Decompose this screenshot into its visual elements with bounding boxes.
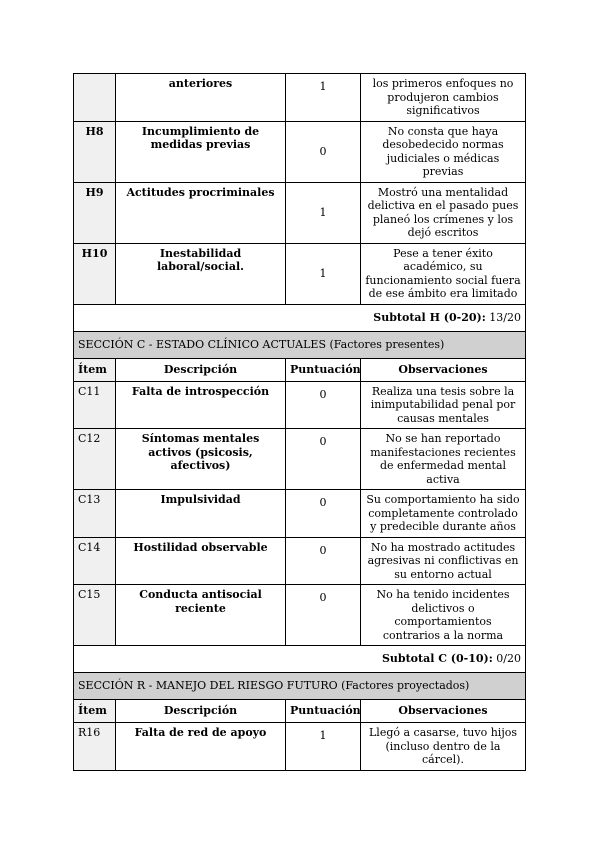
- column-header-item: Ítem: [74, 358, 116, 381]
- item-score: 0: [286, 121, 361, 182]
- item-code: C12: [74, 429, 116, 490]
- item-observations: Su comportamiento ha sido completamente controlado y predecible durante años: [361, 490, 526, 538]
- item-observations: Llegó a casarse, tuvo hijos (incluso dentro de la cárcel).: [361, 723, 526, 771]
- column-header-observations: Observaciones: [361, 700, 526, 723]
- column-header-score: Puntuación: [286, 358, 361, 381]
- column-header-row: [74, 358, 526, 381]
- item-description: Incumplimiento de medidas previas: [116, 121, 286, 182]
- item-code: H8: [74, 121, 116, 182]
- item-description: Actitudes procriminales: [116, 182, 286, 243]
- item-score: 0: [286, 381, 361, 429]
- subtotal-row-c: [74, 646, 526, 673]
- item-description: Falta de red de apoyo: [116, 723, 286, 771]
- table-row: [74, 723, 526, 771]
- item-score: 0: [286, 537, 361, 585]
- item-observations: los primeros enfoques no produjeron cambios significativos: [361, 74, 526, 122]
- table-row: [74, 537, 526, 585]
- item-score: 1: [286, 182, 361, 243]
- subtotal-label: Subtotal C (0-10):: [381, 652, 493, 666]
- subtotal-value: 13/20: [489, 310, 521, 324]
- item-observations: Pese a tener éxito académico, su funcionamiento social fuera de ese ámbito era limitado: [361, 243, 526, 304]
- item-description: Hostilidad observable: [116, 537, 286, 585]
- section-r-title: SECCIÓN R - MANEJO DEL RIESGO FUTURO (Factores proyectados): [74, 673, 526, 700]
- item-observations: Realiza una tesis sobre la inimputabilidad penal por causas mentales: [361, 381, 526, 429]
- item-description: anteriores: [116, 74, 286, 122]
- subtotal-c: [74, 646, 526, 673]
- item-observations: Mostró una mentalidad delictiva en el pasado pues planeó los crímenes y los dejó escritos: [361, 182, 526, 243]
- table-row: [74, 381, 526, 429]
- section-c-title: SECCIÓN C - ESTADO CLÍNICO ACTUALES (Factores presentes): [74, 331, 526, 358]
- item-observations: No consta que haya desobedecido normas judiciales o médicas previas: [361, 121, 526, 182]
- item-score: 0: [286, 585, 361, 646]
- table-row: [74, 585, 526, 646]
- column-header-row: [74, 700, 526, 723]
- table-row: [74, 121, 526, 182]
- item-score: 1: [286, 723, 361, 771]
- item-description: Síntomas mentales activos (psicosis, afectivos): [116, 429, 286, 490]
- item-code: R16: [74, 723, 116, 771]
- section-header-row: [74, 673, 526, 700]
- item-code: H10: [74, 243, 116, 304]
- subtotal-row-h: [74, 304, 526, 331]
- subtotal-value: 0/20: [496, 652, 521, 666]
- item-description: Conducta antisocial reciente: [116, 585, 286, 646]
- item-score: 1: [286, 243, 361, 304]
- item-description: Falta de introspección: [116, 381, 286, 429]
- item-code: H9: [74, 182, 116, 243]
- item-observations: No se han reportado manifestaciones recientes de enfermedad mental activa: [361, 429, 526, 490]
- table-row: [74, 429, 526, 490]
- subtotal-label: Subtotal H (0-20):: [373, 310, 486, 324]
- column-header-score: Puntuación: [286, 700, 361, 723]
- item-score: 0: [286, 429, 361, 490]
- item-code: C14: [74, 537, 116, 585]
- item-code: C11: [74, 381, 116, 429]
- item-description: Impulsividad: [116, 490, 286, 538]
- column-header-observations: Observaciones: [361, 358, 526, 381]
- item-observations: No ha tenido incidentes delictivos o comportamientos contrarios a la norma: [361, 585, 526, 646]
- item-score: 0: [286, 490, 361, 538]
- table-row: [74, 243, 526, 304]
- risk-assessment-table: [73, 73, 526, 771]
- item-score: 1: [286, 74, 361, 122]
- item-code: C15: [74, 585, 116, 646]
- column-header-description: Descripción: [116, 358, 286, 381]
- item-description: Inestabilidad laboral/social.: [116, 243, 286, 304]
- item-code: C13: [74, 490, 116, 538]
- section-header-row: [74, 331, 526, 358]
- column-header-item: Ítem: [74, 700, 116, 723]
- subtotal-h: [74, 304, 526, 331]
- table-row: [74, 74, 526, 122]
- item-code: [74, 74, 116, 122]
- table-row: [74, 490, 526, 538]
- item-observations: No ha mostrado actitudes agresivas ni conflictivas en su entorno actual: [361, 537, 526, 585]
- table-row: [74, 182, 526, 243]
- column-header-description: Descripción: [116, 700, 286, 723]
